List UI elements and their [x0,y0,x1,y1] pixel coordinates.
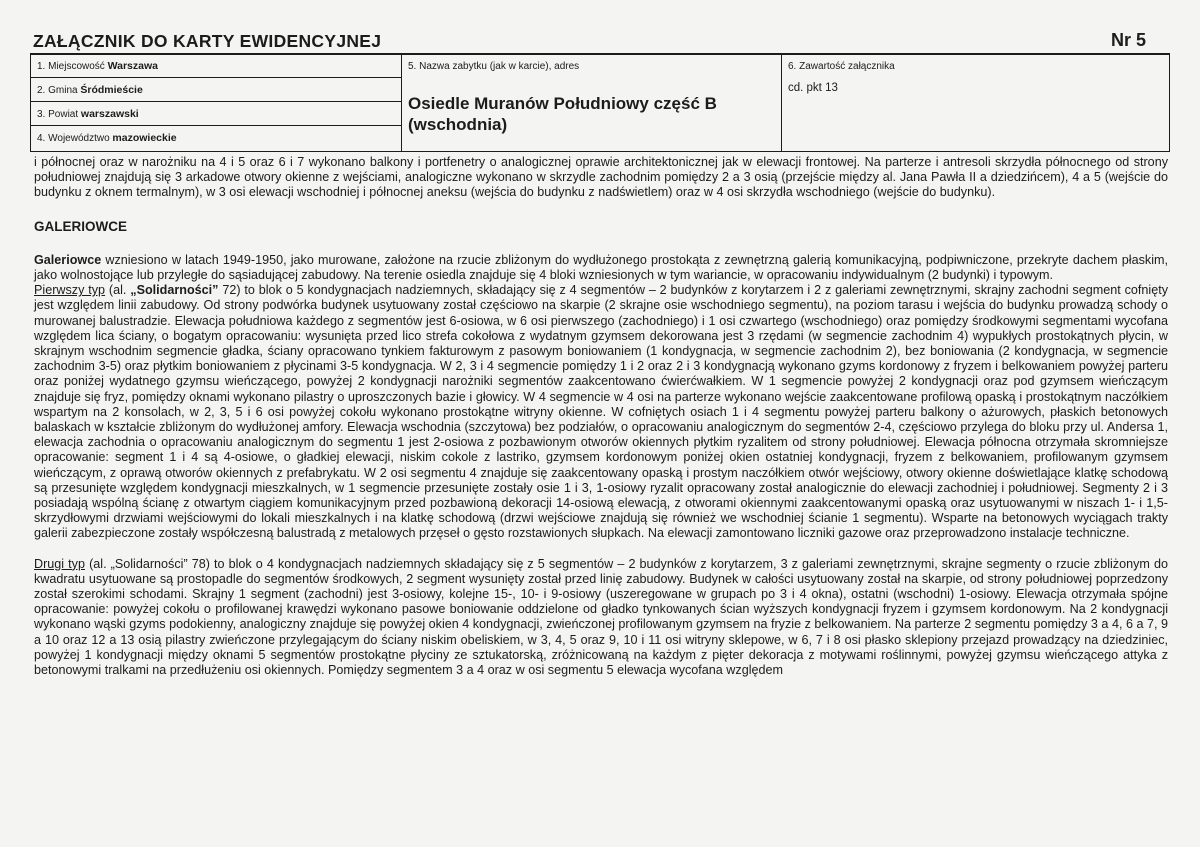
contents-column [782,55,1169,151]
record-form-table [30,55,1170,152]
locality-label: 1. Miejscowość [37,61,108,72]
commune-value: Śródmieście [80,84,143,96]
document-title: ZAŁĄCZNIK DO KARTY EWIDENCYJNEJ [33,31,382,51]
object-name-column [402,55,782,151]
first-type-prefix: (al. [105,283,131,298]
district-value: warszawski [80,108,139,120]
district-field [31,103,401,126]
first-type-text: 72) to blok o 5 kondygnacjach nadziemnych, składający się z 4 segmentów – 2 budynków z korytarzem i 2 z galeriami zewnętrznymi, skrajny zachodni segment cofnięty jest względem linii zabudowy. Od strony podwórka budynek usytuowany został częściowo na skarpie (2 skrajne osie wschodniego segmentu), na poziom tarasu i wejścia do budynku prowadzą schody o murowanej balustradzie. Elewacja południowa każdego z segmentów jest 6-osiowa, w 6 osi pierwszego (zachodniego) i 1 osi czwartego (wschodniego) oraz pomiędzy środkowymi segmentami wycofana względem lica ściany, o bogatym opracowaniu: wysunięta przed lico strefa cokołowa z wydatnym gzymsem dekorowana jest 3 rzędami (w segmencie zachodnim 4) wypukłych prostokątnych płycin, w skrajnym wschodnim segmencie gładka, ściany opracowano tynkiem fakturowym z pasowym boniowaniem (1 kondygnacja, w segmencie zachodnim 2), bez boniowania (2 kondygnacja, w segmencie zachodnim 3-5) oraz płytkim boniowaniem z płycinami 3-5 kondygnacja. W 2, 3 i 4 segmencie pomiędzy 1 i 2 oraz 2 i 3 kondygnacją wykonano gzyms kordonowy z fryzem i belkowaniem powyżej parteru oraz poniżej wydatnego gzymsu wieńczącego, powyżej 2 kondygnacji narożniki segmentów zaakcentowano ćwierćwałkiem. W 1 segmencie powyżej 2 kondygnacji oraz pod gzymsem wieńczącym znajduje się fryz, pomiędzy oknami wykonano pilastry o uproszczonych bazie i głowicy. W 4 segmencie w 4 osi na parterze wykonano wejście zaakcentowane profilową opaską i prostokątnym naczółkiem wspartym na 2 konsolach, w 2, 3, 5 i 6 osi powyżej cokołu wykonano prostokątne witryny okienne. W cofniętych osiach 1 i 4 segmentu powyżej parteru balkony o ażurowych, płaskich betonowych balaskach w kształcie zbliżonym do wydłużonej amfory. Elewacja wschodnia (szczytowa) bez podziałów, o opracowaniu analogicznym do segmentów 2-4, częściowo przylega do bloku przy ul. Andersa 1, elewacja zachodnia o opracowaniu analogicznym do segmentu 1 jest 2-osiowa z pozbawionym otworów okiennych płytkim ryzalitem od strony południowej. Elewacja północna otrzymała skromniejsze opracowanie: segment 1 i 4 są 4-osiowe, o gładkiej elewacji, niskim cokole z lastriko, gzymsem kordonowym poniżej okien ostatniej kondygnacji, fryzem z belkowaniem, profilowanym gzymsem wieńczącym, z oprawą otworów okiennych z prefabrykatu. W 2 osi segmentu 4 znajduje się zaakcentowany opaską i prostym naczółkiem otwór wejściowy, otwory okienne doświetlające klatkę schodową są przesunięte względem kondygnacji mieszkalnych, w 1 segmencie przesunięte zostały osie 1 i 3, 1-osiowy ryzalit opracowany został analogicznie do elewacji zachodniej i południowej. Segmenty 2 i 3 posiadają wspólną ścianę z otwartym ciągiem komunikacyjnym przed pozbawioną dekoracji 14-osiową elewacją, z otworami okiennymi zaakcentowanymi opaską oraz usytuowanymi w niszach 1- i 1,5-skrzydłowymi drzwiami wejściowymi do lokali mieszkalnych i na klatkę schodową (drzwi wejściowe znajdują się również we wschodniej ścianie 1 segmentu). Wsparte na betonowych wyciągach trakty galerii zabezpieczone zostały współczesną balustradą z metalowych przęseł o gęsto rozstawionych słupkach. Na elewacji zamontowano liczniki gazowe oraz przeprowadzono instalacje techniczne. [34,283,1168,541]
object-name: Osiedle Muranów Południowy część B (wschodnia) [408,94,717,134]
galeriowce-term: Galeriowce [34,252,102,267]
galeriowce-paragraph [34,253,1168,283]
commune-label: 2. Gmina [37,85,81,96]
first-type-term: Pierwszy typ [34,283,106,298]
intro-paragraph: i północnej oraz w narożniku na 4 i 5 oraz 6 i 7 wykonano balkony i portfenetry o analogicznej oprawie architektonicznej jak w elewacji frontowej. Na parterze i antresoli skrzydła północnego od strony południowej znajdują się 3 arkadowe otwory okienne z wejściami, analogiczne wykonano w skrzydle zachodnim pomiędzy 2 a 3 osią (przejście między al. Jana Pawła II a dziedzińcem), 4 a 5 (wejście do budynku z oknem termalnym), w 3 osi elewacji wschodniej i północnej aneksu (wejścia do budynku z nadświetlem) oraz w 4 osi skrzydła wschodniego (wejście do budynku). [34,155,1168,200]
district-label: 3. Powiat [37,109,81,120]
voivodeship-field [31,127,401,150]
voivodeship-value: mazowieckie [112,132,177,144]
locality-field [31,55,401,78]
first-type-street: „Solidarności” [130,283,219,298]
galeriowce-text: wzniesiono w latach 1949-1950, jako murowane, założone na rzucie zbliżonym do wydłużonego prostokąta z zewnętrzną galerią komunikacyjną, podpiwniczone, przekryte dachem płaskim, jako wolnostojące lub przyległe do sąsiadującej zabudowy. Na terenie osiedla znajduje się 4 bloki wzniesionych w tym wariancie, w opracowaniu indywidualnym (2 budynki) i typowym. [34,252,1168,283]
voivodeship-label: 4. Województwo [37,133,113,144]
section-heading: GALERIOWCE [34,218,127,234]
contents-value: cd. pkt 13 [788,82,838,94]
second-type-text: (al. „Solidarności” 78) to blok o 4 kondygnacjach nadziemnych składający się z 5 segmentów – 2 budynków z korytarzem, 3 z galeriami zewnętrznymi, skrajne segmenty o rzucie zbliżonym do kwadratu usytuowane są prostopadle do segmentów środkowych, 2 segment wysunięty został przed linię zabudowy. Budynek w całości usytuowany został na skarpie, od strony południowej poprzedzony został szerokimi schodami. Skrajny 1 segment (zachodni) jest 3-osiowy, kolejne 15-, 10- i 9-osiowy (uszeregowane w grupach po 3 i 4 okna), ostatni (wschodni) 1-osiowy. Elewacja otrzymała spójne opracowanie: powyżej cokołu o profilowanej krawędzi wykonano pasowe boniowanie oddzielone od gładko tynkowanych ścian wyższych kondygnacji fryzem i gzymsem kordonowym. Na 2 kondygnacji wykonano wąski gzyms podokienny, analogiczny znajduje się powyżej okien 4 kondygnacji, zwieńczonej profilowanym gzymsem na fryzie z belkowaniem. Na parterze 2 segmentu pomiędzy 3 a 4, 6 a 7, 9 a 10 oraz 12 a 13 osią pilastry zwieńczone przylegającym do ściany niskim obeliskiem, w 3, 4, 5 oraz 9, 10 i 11 osi witryny sklepowe, w 6, 7 i 8 osi płasko sklepiony przejazd prowadzący na dziedziniec, powyżej 1 kondygnacji między oknami 5 segmentów prostokątne płyciny ze sztukatorską, zróżnicowaną na każdym z pięter dekoracja z motywami roślinnymi, powyżej gzymsu wieńczącego attyka z betonowymi tralkami na przedłużeniu osi okiennych. Pomiędzy segmentem 3 a 4 oraz w osi segmentu 5 elewacja wycofana względem [34,556,1168,678]
second-type-paragraph [34,557,1168,679]
second-type-term: Drugi typ [34,556,85,571]
locality-value: Warszawa [107,60,158,72]
object-name-label: 5. Nazwa zabytku (jak w karcie), adres [408,61,580,72]
commune-field [31,79,401,102]
contents-label: 6. Zawartość załącznika [788,61,895,72]
location-column [31,55,402,151]
document-body [34,155,1168,678]
attachment-number: Nr 5 [1111,30,1147,50]
first-type-paragraph [34,283,1168,541]
